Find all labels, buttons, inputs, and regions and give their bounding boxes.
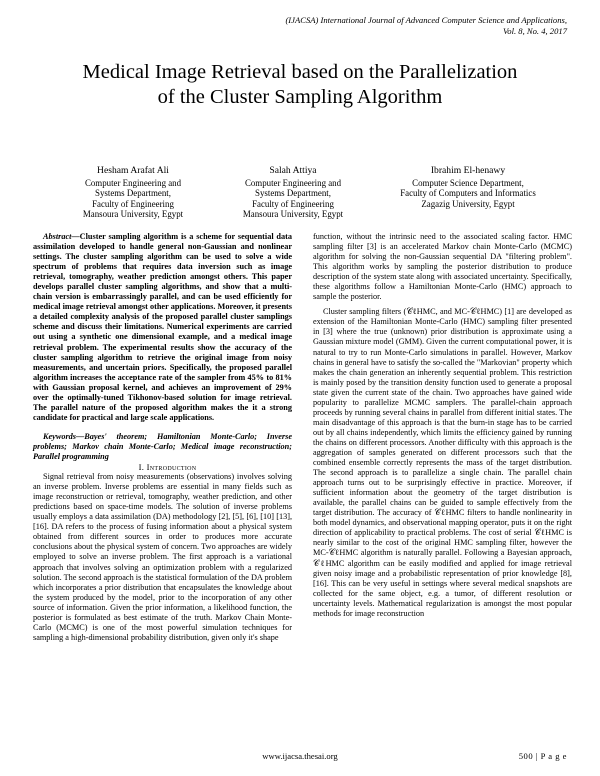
body-paragraph-1: function, without the intrinsic need to the associated scaling factor. HMC sampling filter [3] is an accelerated Markov chain Monte-Carlo (MCMC) algorithm for solving the non-Gaussian sequential DA "filtering problem". This algorithm works by sampling the posterior distribution to produce description of the system state along with associated uncertainty. Specifically, these algorithms follow a Hamiltonian Monte-Carlo (HMC) approach to sample the posterior. (313, 232, 572, 302)
author-affiliation-line: Systems Department, (255, 188, 331, 199)
author-affiliation-line: Mansoura University, Egypt (242, 209, 344, 220)
section-title: Introduction (146, 462, 197, 473)
author-affiliation-line: Zagazig University, Egypt (421, 198, 515, 209)
footer-page-number: 500 | P a g e (518, 751, 567, 761)
intro-paragraph: Signal retrieval from noisy measurements (observations) involves solving an inverse problem. Inverse problems are essential in many fields such as image reconstruction or retrieval, tomography, weather prediction, and other predictions based on space-time models. The solution of inverse problems usually employs a data assimilation (DA) methodology [2], [5], [6], [10] [13], [16]. DA refers to the process of fusing information about a physical system obtained from different sources in order to produces more accurate conclusions about the physical system of concern. Two approaches are widely employed to solve an inverse problem. The first approach is a variational approach that involves solving an optimization problem with a regularized solution. The second approach is the statistical formulation of the DA problem which incorporates a prior distribution that encapsulates the knowledge about the system produced by the model, prior to the incorporation of any other source of information. Given the prior information, a likelihood function, the posterior is formulated as best estimate of the truth. Markov Chain Monte-Carlo (MCMC) is one of the most powerful simulation techniques for sampling a high-dimensional probability distribution, given only it's shape (33, 472, 292, 642)
author-affiliation-line: Mansoura University, Egypt (82, 209, 184, 220)
keywords-label: Keywords (43, 431, 76, 441)
author-affiliation-line: Faculty of Engineering (92, 198, 174, 209)
section-heading-introduction (33, 462, 292, 472)
section-number: I. (138, 462, 145, 473)
author-affiliation-line: Faculty of Engineering (252, 198, 334, 209)
author-affiliation-line: Computer Engineering and (84, 177, 182, 188)
journal-line-2: Vol. 8, No. 4, 2017 (503, 25, 567, 36)
right-column (313, 232, 572, 619)
author-name: Ibrahim El-henawy (430, 165, 506, 176)
author-name: Hesham Arafat Ali (97, 165, 169, 176)
paper-title (20, 60, 580, 110)
abstract-text: —Cluster sampling algorithm is a scheme for sequential data assimilation developed to handle general non-Gaussian and nonlinear settings. The cluster sampling algorithm can be used to solve a wide spectrum of problems that requires data inversion such as image retrieval, tomography, weather prediction amongst others. This paper develops parallel cluster sampling algorithms, and show that a multi-chain version is embarrassingly parallel, and can be used efficiently for medical image retrieval amongst other applications. Moreover, it presents a detailed complexity analysis of the proposed parallel cluster samplings scheme and discuss their limitations. Numerical experiments are carried out using a synthetic one dimensional example, and a medical image retrieval problem. The experimental results show the accuracy of the cluster sampling algorithm to retrieve the original image from noisy measurements, and uncertain priors. Specifically, the proposed parallel algorithm increases the acceptance rate of the sampler from 45% to 81% with Gaussian proposal kernel, and achieves an improvement of 29% over the optimally-tuned Tikhonov-based solution for image retrieval. The parallel nature of the proposed algorithm makes the it a strong candidate for practical and large scale applications. (33, 232, 292, 422)
paper-title-line-1: Medical Image Retrieval based on the Parallelization (82, 61, 518, 83)
author-affiliation-line: Systems Department, (95, 188, 171, 199)
journal-line-1: (IJACSA) International Journal of Advanced Computer Science and Applications, (285, 15, 567, 25)
footer-url: www.ijacsa.thesai.org (262, 751, 338, 761)
left-column (33, 232, 292, 643)
abstract-label: Abstract (43, 232, 72, 241)
keywords-text: —Bayes' theorem; Hamiltonian Monte-Carlo; Inverse problems; Markov chain Monte-Carlo; Medical image reconstruction; Parallel programming (33, 431, 292, 461)
author-affiliation-line: Computer Engineering and (244, 177, 342, 188)
author-name: Salah Attiya (269, 165, 317, 176)
author-3 (368, 166, 568, 209)
author-1 (48, 166, 218, 220)
journal-header (285, 15, 567, 36)
body-paragraph-2: Cluster sampling filters (𝒞ℓHMC, and MC-𝒞ℓHMC) [1] are developed as extension of the Hamiltonian Monte-Carlo (HMC) sampling filter presented in [3] where the true (unknown) prior distribution is approximate using a Gaussian mixture model (GMM). Given the current computational power, it is natural to try to run Monte-Carlo simulations in parallel. However, Markov chains in general have to satisfy the so-called the "Markovian" property which makes the chain generation an inherently sequential problem. This restriction is mainly posed by the transition density function used to generate a proposal state given the current state of the chain. Two approaches have gained wide popularity to parallelize MCMC samplers. The parallel-chain approach proceeds by running several chains in parallel from different initial states. The main disadvantage of this approach is that the burn-in stage has to be carried out by all chains independently, which limits the efficiency gained by running the chains on different processors. Another difficulty with this approach is the aggregation of samples generated on different processors such that the combined ensemble correctly represents the mass of the target distribution. The second approach is to parallelize a single chain. The parallel chain approach turns out to be surprisingly effective in practice. Moreover, if sufficient information about the geometry of the target distribution is available, the parallel chains can be guided to sample effectively from the target distribution. The accuracy of 𝒞ℓHMC filters to handle nonlinearity in both model dynamics, and observational mapping operator, puts it on the right direction of applicability to practical problems. The cost of serial 𝒞ℓHMC is nearly similar to the cost of the original HMC sampling filter, however the MC-𝒞ℓHMC algorithm is naturally parallel. Following a Bayesian approach, 𝒞ℓHMC algorithm can be easily modified and applied for image retrieval given noisy image and a probabilistic representation of prior knowledge [8], [16]. This can be very useful in settings where several medical snapshots are collected for the same object, e.g. a tumor, of different resolution or uncertainty levels. Mathematical regularization is amongst the most popular methods for image reconstruction (313, 307, 572, 618)
keywords (33, 432, 292, 462)
abstract (33, 232, 292, 423)
author-affiliation-line: Faculty of Computers and Informatics (400, 188, 536, 199)
author-2 (208, 166, 378, 220)
paper-title-line-2: of the Cluster Sampling Algorithm (157, 86, 443, 108)
author-affiliation-line: Computer Science Department, (412, 177, 524, 188)
